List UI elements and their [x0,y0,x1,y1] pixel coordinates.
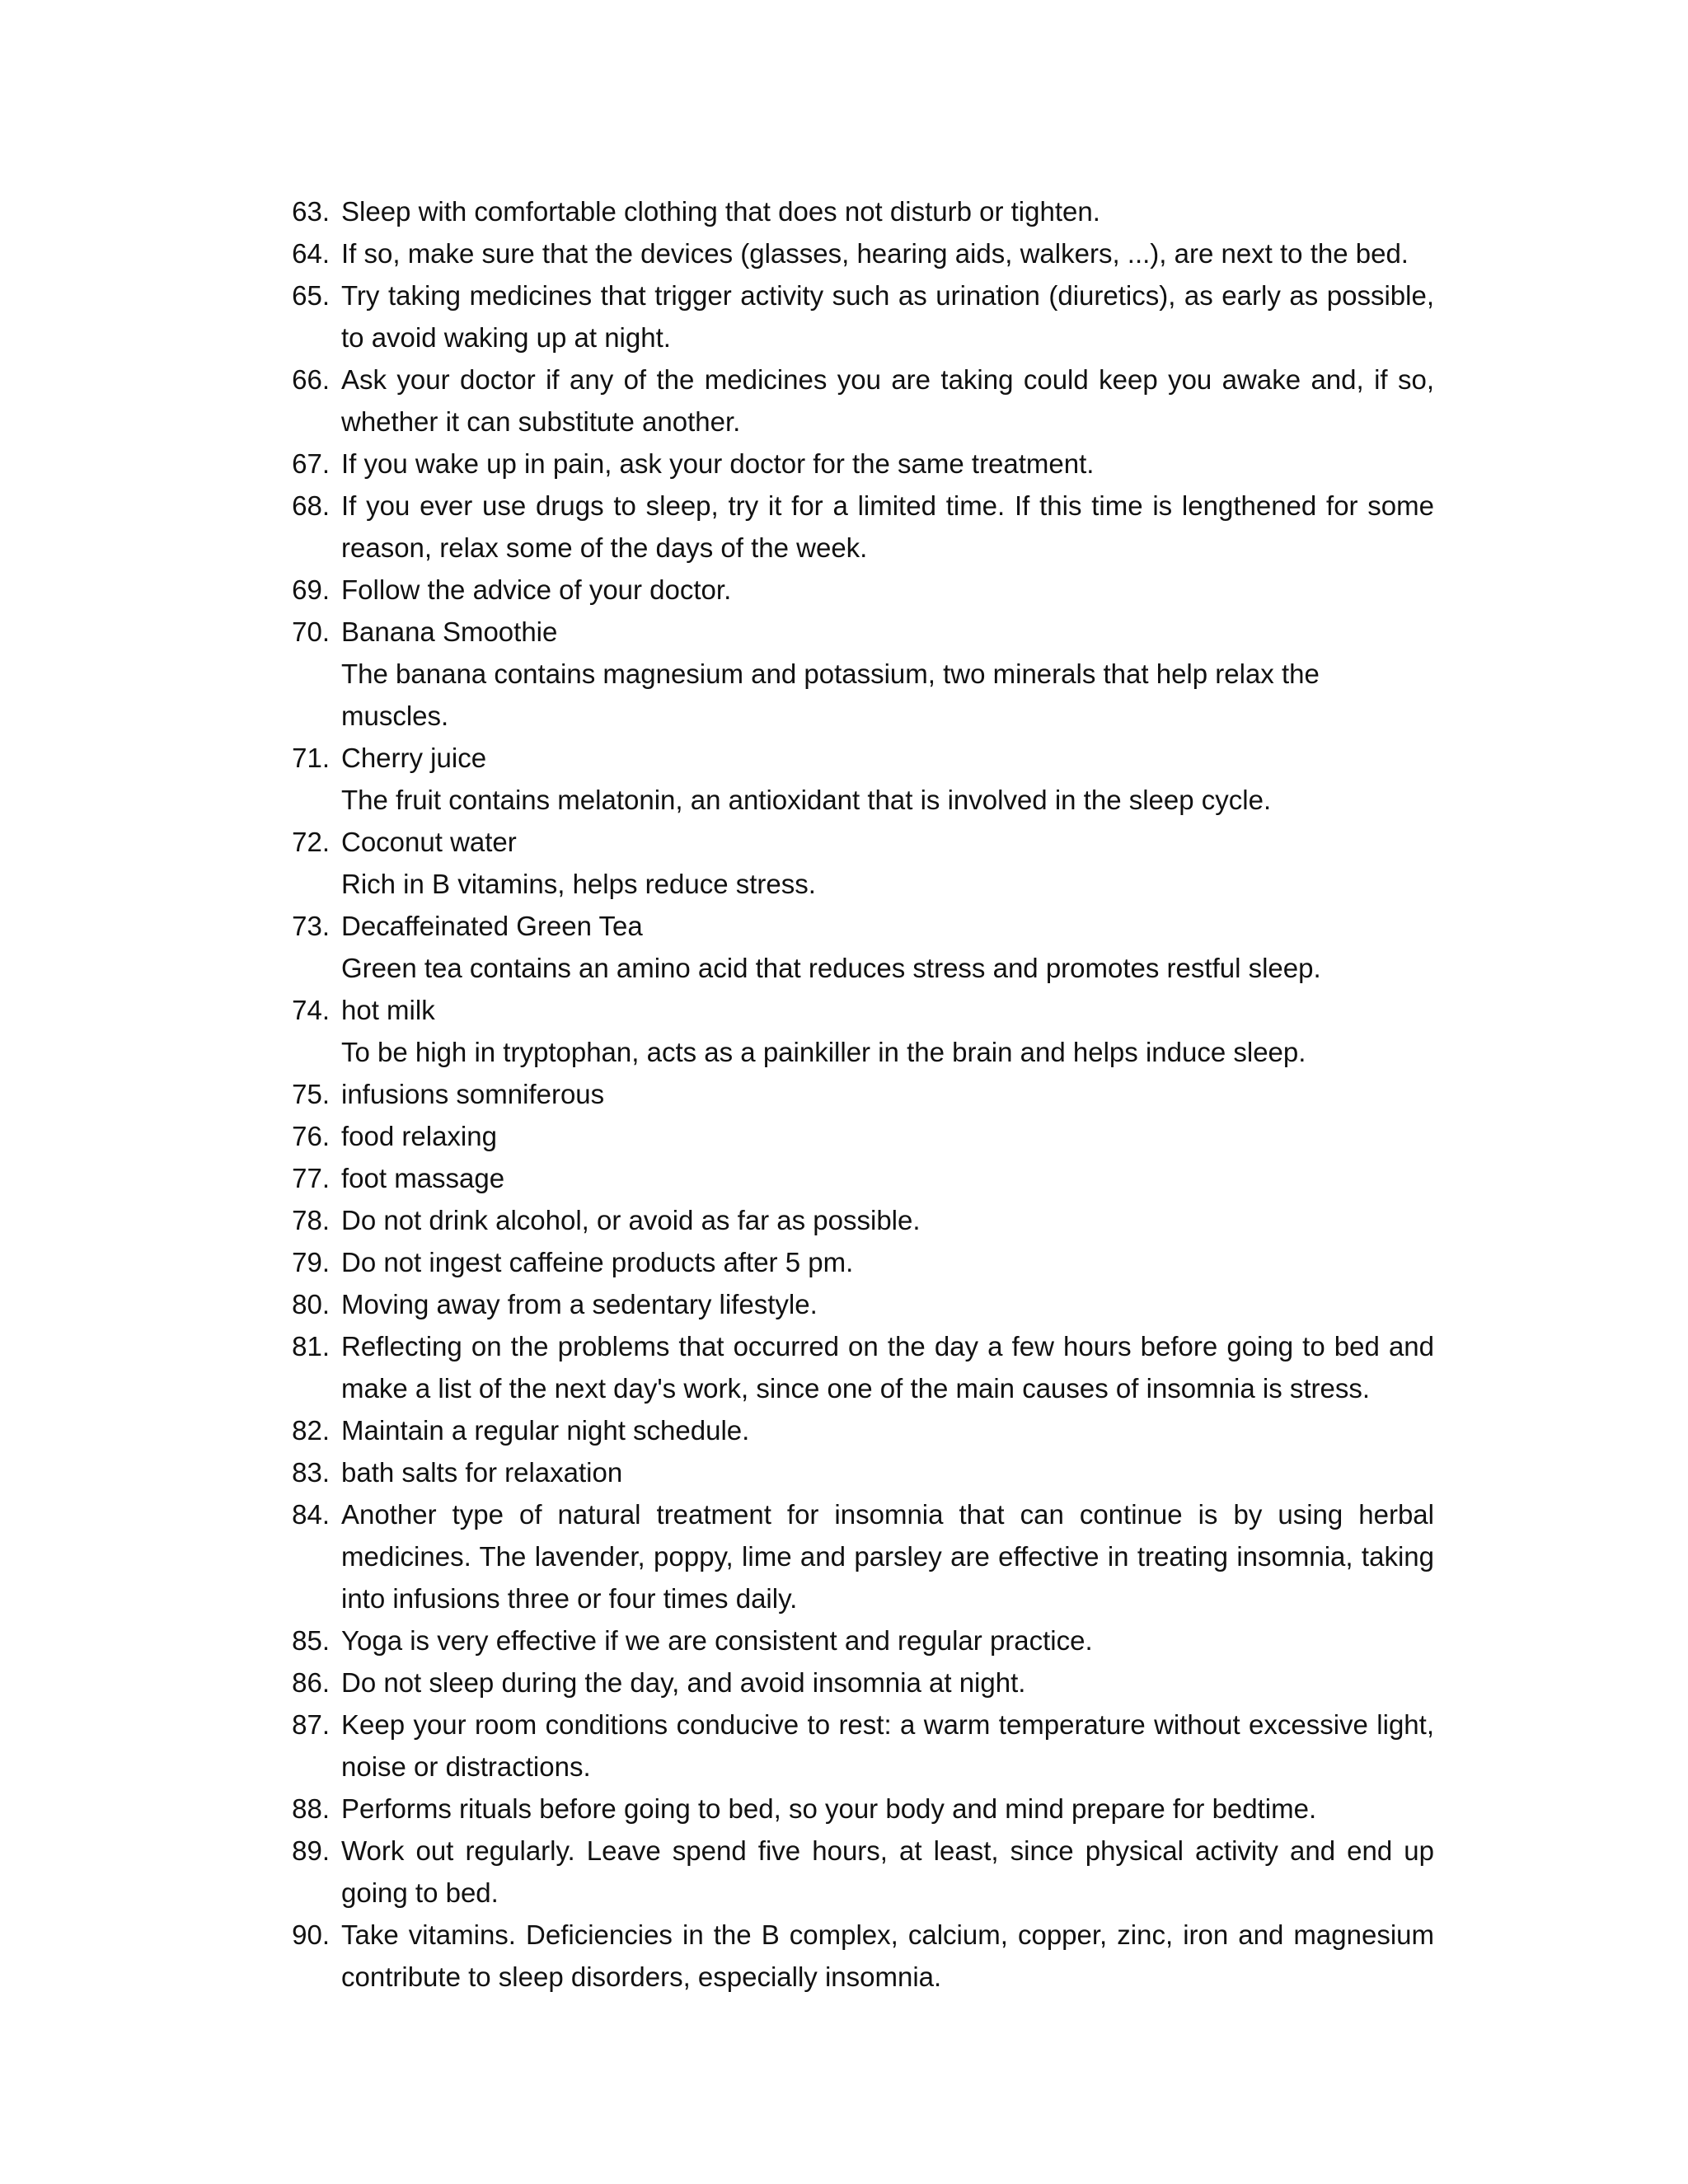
list-item-content [330,569,1434,611]
list-item-text: Keep your room conditions conducive to rest: a warm temperature without excessive light, noise or distractions. [341,1709,1434,1782]
list-item-number: 81. [292,1331,330,1361]
list-item-text: If so, make sure that the devices (glasses, hearing aids, walkers, ...), are next to the bed. [341,238,1409,269]
list-item [279,190,1434,232]
list-item-number: 67. [292,448,330,479]
list-item-number: 75. [292,1079,330,1109]
list-item [279,1115,1434,1157]
list-item-content [330,1914,1434,1998]
list-item-content [330,1493,1434,1619]
list-item [279,1914,1434,1998]
list-item-number: 80. [292,1289,330,1319]
list-item-content [330,232,1434,274]
list-item-text: infusions somniferous [341,1079,605,1109]
list-item [279,485,1434,569]
list-item [279,1409,1434,1451]
list-item-number: 74. [292,995,330,1025]
list-item-number: 90. [292,1919,330,1950]
list-item-number: 88. [292,1793,330,1824]
list-item-number: 87. [292,1709,330,1740]
list-item [279,359,1434,443]
list-item-content [330,274,1434,359]
list-item [279,737,1434,821]
list-item-number: 72. [292,827,330,857]
list-item-number: 66. [292,364,330,395]
list-item-text: Yoga is very effective if we are consistent and regular practice. [341,1625,1093,1656]
list-item-number: 77. [292,1163,330,1193]
list-item-description: The fruit contains melatonin, an antioxidant that is involved in the sleep cycle. [341,785,1272,815]
list-item [279,232,1434,274]
list-item-content [330,1283,1434,1325]
list-item-number: 76. [292,1121,330,1151]
list-item [279,1661,1434,1704]
list-item-text: Ask your doctor if any of the medicines you are taking could keep you awake and, if so, whether it can substitute another. [341,364,1434,437]
list-item [279,1241,1434,1283]
list-item-text: Decaffeinated Green Tea [341,911,643,941]
list-item [279,1451,1434,1493]
list-item-content [330,1325,1434,1409]
list-item-content [330,359,1434,443]
list-item-number: 69. [292,574,330,605]
list-item-text: Work out regularly. Leave spend five hours, at least, since physical activity and end up going to bed. [341,1835,1434,1908]
list-item-text: Moving away from a sedentary lifestyle. [341,1289,818,1319]
list-item-text: Do not drink alcohol, or avoid as far as possible. [341,1205,921,1235]
list-item [279,274,1434,359]
list-item-content [330,1704,1434,1788]
list-item-text: Another type of natural treatment for insomnia that can continue is by using herbal medicines. The lavender, poppy, lime and parsley are effective in treating insomnia, taking into infusions three or four times daily. [341,1499,1434,1614]
list-item-number: 64. [292,238,330,269]
list-item-text: Try taking medicines that trigger activity such as urination (diuretics), as early as possible, to avoid waking up at night. [341,280,1434,353]
list-item-content [330,1157,1434,1199]
list-item-text: If you ever use drugs to sleep, try it for a limited time. If this time is lengthened for some reason, relax some of the days of the week. [341,490,1434,563]
list-item-text: Banana Smoothie [341,616,558,647]
list-item-text: Take vitamins. Deficiencies in the B complex, calcium, copper, zinc, iron and magnesium contribute to sleep disorders, especially insomnia. [341,1919,1434,1992]
list-item-content [330,190,1434,232]
list-item-text: Cherry juice [341,743,487,773]
list-item-text: Follow the advice of your doctor. [341,574,732,605]
list-item [279,821,1434,905]
list-item-number: 83. [292,1457,330,1488]
list-item [279,905,1434,989]
list-item-content [330,1241,1434,1283]
numbered-tips-list [279,190,1434,1998]
list-item-number: 79. [292,1247,330,1277]
list-item-content [330,1199,1434,1241]
list-item-content [330,905,1434,989]
list-item-content [330,1661,1434,1704]
list-item-text: Performs rituals before going to bed, so your body and mind prepare for bedtime. [341,1793,1317,1824]
list-item-description: Rich in B vitamins, helps reduce stress. [341,869,816,899]
list-item-text: Do not sleep during the day, and avoid insomnia at night. [341,1667,1026,1698]
list-item-content [330,1409,1434,1451]
list-item-number: 82. [292,1415,330,1446]
list-item-content [330,1451,1434,1493]
list-item-content [330,1115,1434,1157]
list-item-number: 86. [292,1667,330,1698]
list-item-text: Do not ingest caffeine products after 5 pm. [341,1247,854,1277]
list-item-text: foot massage [341,1163,505,1193]
list-item-number: 89. [292,1835,330,1866]
list-item-text: Sleep with comfortable clothing that does not disturb or tighten. [341,196,1100,227]
list-item [279,1830,1434,1914]
list-item-number: 73. [292,911,330,941]
list-item-description: The banana contains magnesium and potassium, two minerals that help relax the muscles. [341,658,1320,731]
list-item-text: hot milk [341,995,435,1025]
list-item-text: Reflecting on the problems that occurred on the day a few hours before going to bed and make a list of the next day's work, since one of the main causes of insomnia is stress. [341,1331,1434,1404]
list-item [279,1283,1434,1325]
list-item [279,1325,1434,1409]
list-item [279,443,1434,485]
list-item-content [330,1830,1434,1914]
list-item-number: 63. [292,196,330,227]
list-item-number: 68. [292,490,330,521]
list-item-content [330,1073,1434,1115]
list-item-number: 71. [292,743,330,773]
list-item-content [330,485,1434,569]
list-item-content [330,443,1434,485]
list-item [279,1073,1434,1115]
list-item-number: 70. [292,616,330,647]
list-item-text: bath salts for relaxation [341,1457,623,1488]
list-item-number: 65. [292,280,330,311]
list-item [279,1619,1434,1661]
list-item-text: Coconut water [341,827,517,857]
list-item [279,989,1434,1073]
list-item [279,569,1434,611]
list-item-content [330,1788,1434,1830]
list-item [279,1493,1434,1619]
list-item-description: Green tea contains an amino acid that reduces stress and promotes restful sleep. [341,953,1321,983]
list-item [279,611,1434,737]
list-item-text: food relaxing [341,1121,497,1151]
list-item [279,1199,1434,1241]
list-item-description: To be high in tryptophan, acts as a painkiller in the brain and helps induce sleep. [341,1037,1306,1067]
list-item-number: 78. [292,1205,330,1235]
list-item-number: 84. [292,1499,330,1530]
list-item-content [330,611,1434,737]
list-item-content [330,821,1434,905]
list-item-number: 85. [292,1625,330,1656]
list-item-content [330,1619,1434,1661]
list-item [279,1788,1434,1830]
list-item-text: If you wake up in pain, ask your doctor for the same treatment. [341,448,1095,479]
list-item-content [330,989,1434,1073]
list-item [279,1157,1434,1199]
list-item [279,1704,1434,1788]
list-item-text: Maintain a regular night schedule. [341,1415,750,1446]
list-item-content [330,737,1434,821]
